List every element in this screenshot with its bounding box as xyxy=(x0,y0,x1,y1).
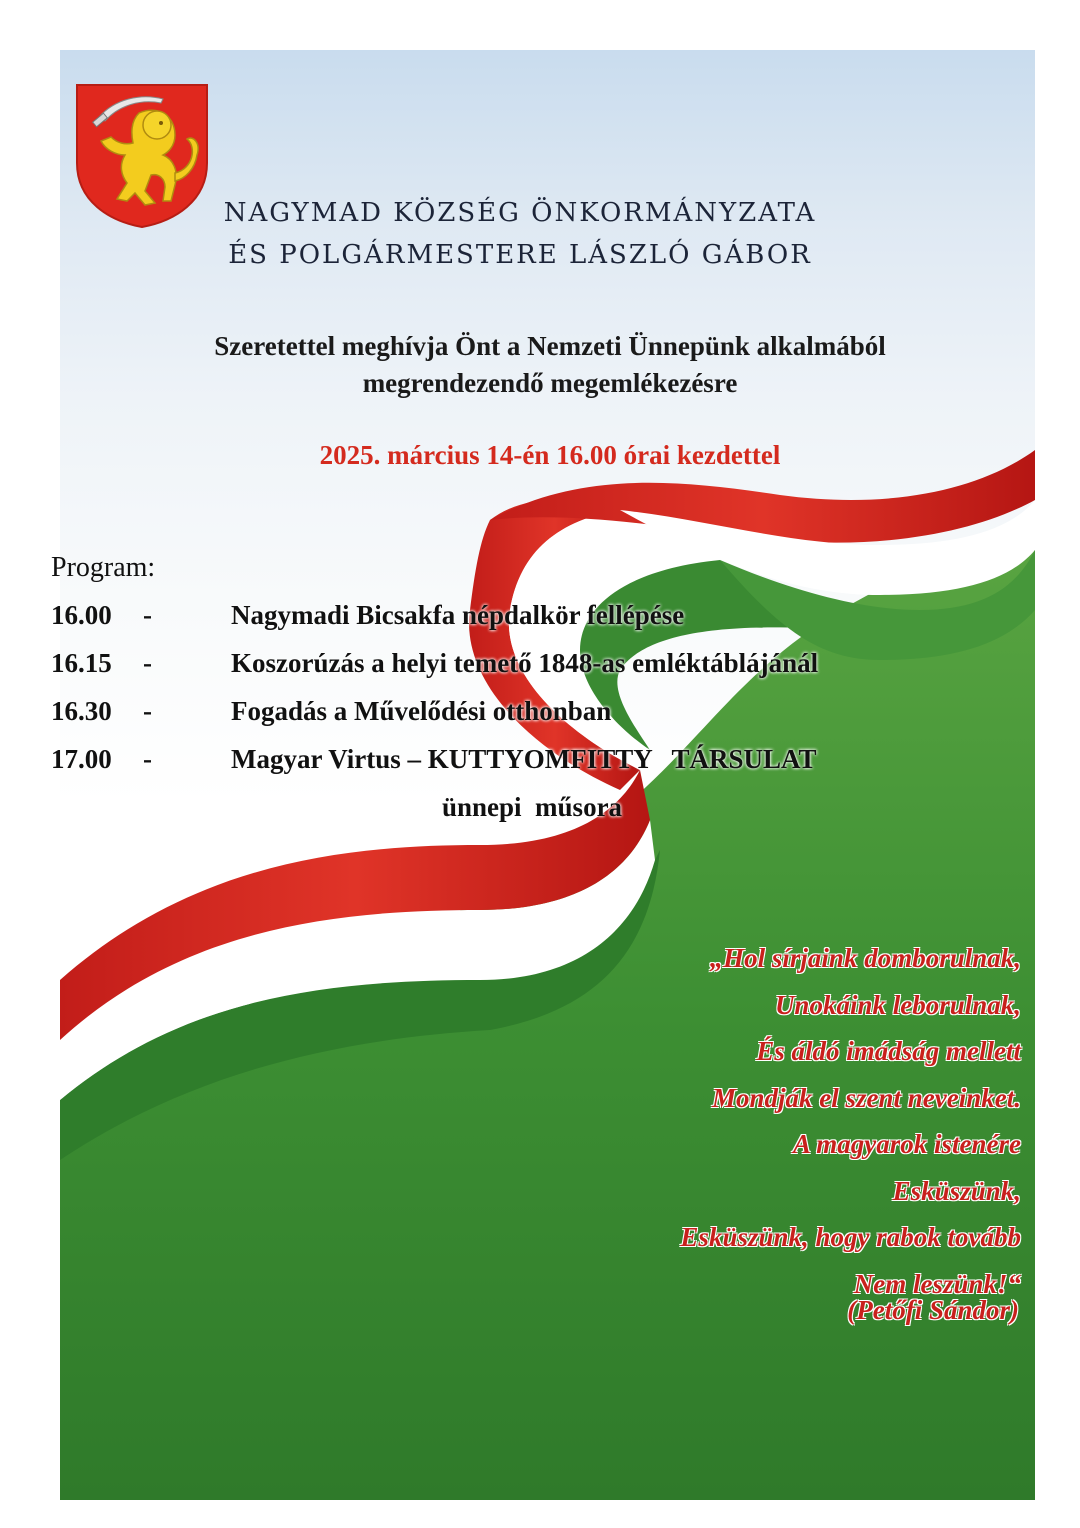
poem-author: (Petőfi Sándor) xyxy=(847,1295,1019,1325)
program-separator: - xyxy=(143,648,152,678)
program-time: 16.15 xyxy=(51,648,112,678)
program-time: 16.00 xyxy=(51,600,112,630)
program-description: Koszorúzás a helyi temető 1848-as emléktáblájánál xyxy=(231,648,819,678)
invitation-line-1: Szeretettel meghívja Önt a Nemzeti Ünnepünk alkalmából xyxy=(214,331,886,361)
poem-quote xyxy=(501,935,1021,1307)
poem-line: És áldó imádság mellett xyxy=(756,1036,1021,1066)
program-heading: Program: xyxy=(51,552,156,583)
program-time: 16.30 xyxy=(51,696,112,726)
poster xyxy=(51,50,1035,1500)
poem-line: A magyarok istenére xyxy=(793,1129,1021,1159)
program-description: Nagymadi Bicsakfa népdalkör fellépése xyxy=(231,600,685,630)
event-date: 2025. március 14-én 16.00 órai kezdettel xyxy=(319,440,781,470)
program-separator: - xyxy=(143,600,152,630)
poem-line: Nem leszünk!“ xyxy=(853,1268,1021,1299)
program-separator: - xyxy=(143,696,152,726)
program-time: 17.00 xyxy=(51,744,112,774)
poem-line: Unokáink leborulnak, xyxy=(774,989,1021,1020)
poem-line: Mondják el szent neveinket. xyxy=(712,1082,1021,1113)
program-description: Magyar Virtus – KUTTYOMFITTY TÁRSULAT xyxy=(231,744,817,774)
poem-line: Esküszünk, hogy rabok tovább xyxy=(680,1222,1021,1252)
program-description: Fogadás a Művelődési otthonban xyxy=(231,696,612,726)
invitation-line-2: megrendezendő megemlékezésre xyxy=(362,368,738,398)
poem-line: Esküszünk, xyxy=(892,1175,1021,1206)
program-separator: - xyxy=(143,744,152,774)
title-line-2: ÉS POLGÁRMESTERE LÁSZLÓ GÁBOR xyxy=(228,240,812,270)
program-item-continuation: ünnepi műsora xyxy=(442,792,623,822)
title-line-1: NAGYMAD KÖZSÉG ÖNKORMÁNYZATA xyxy=(223,198,817,228)
poem-line: „Hol sírjaink domborulnak, xyxy=(709,943,1021,973)
